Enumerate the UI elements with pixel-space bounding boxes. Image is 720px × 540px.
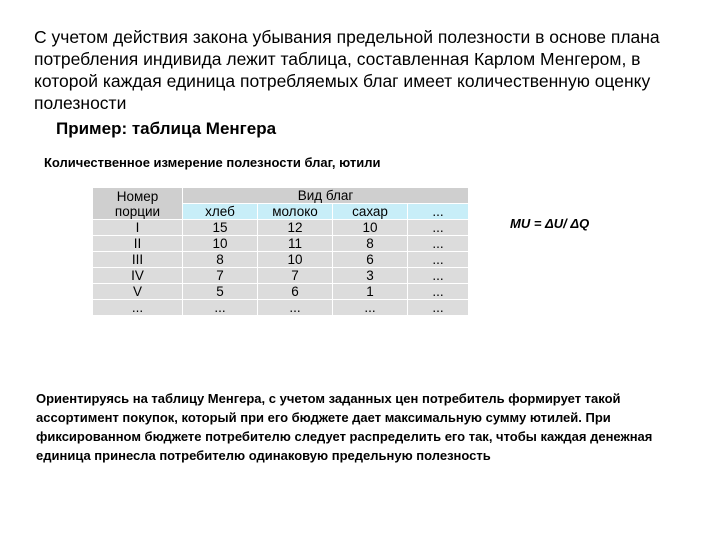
table-cell: ... [408, 236, 469, 252]
goods-more: ... [408, 204, 469, 220]
table-cell: 1 [333, 284, 408, 300]
header-goods-type: Вид благ [183, 188, 469, 204]
table-row [93, 300, 469, 316]
intro-paragraph: С учетом действия закона убывания предельной полезности в основе плана потребления индивида лежит таблица, составленная Карлом Менгером, в которой каждая единица потребляемых благ имеет количественную оценку полезности [34, 27, 660, 113]
goods-sugar: сахар [333, 204, 408, 220]
table-cell: ... [408, 220, 469, 236]
table-cell: ... [333, 300, 408, 316]
table-cell: 8 [333, 236, 408, 252]
goods-milk: молоко [258, 204, 333, 220]
menger-table [92, 187, 469, 316]
table-cell: I [93, 220, 183, 236]
table-cell: ... [408, 300, 469, 316]
table-cell: 15 [183, 220, 258, 236]
table-row [93, 268, 469, 284]
table-cell: II [93, 236, 183, 252]
table-cell: 11 [258, 236, 333, 252]
header-portion-number [93, 188, 183, 220]
table-cell: 7 [183, 268, 258, 284]
table-cell: ... [408, 252, 469, 268]
example-heading: Пример: таблица Менгера [56, 119, 277, 138]
table-cell: IV [93, 268, 183, 284]
table-cell: ... [93, 300, 183, 316]
table-cell: V [93, 284, 183, 300]
table-caption: Количественное измерение полезности благ, ютили [44, 155, 381, 170]
table-cell: ... [258, 300, 333, 316]
goods-bread: хлеб [183, 204, 258, 220]
table-cell: 6 [258, 284, 333, 300]
table-cell: 7 [258, 268, 333, 284]
header-portion-line1: Номер [116, 188, 159, 204]
table-cell: ... [408, 268, 469, 284]
header-portion-line2: порции [114, 203, 161, 219]
table-cell: 10 [333, 220, 408, 236]
table-row [93, 252, 469, 268]
table-row [93, 284, 469, 300]
conclusion-paragraph: Ориентируясь на таблицу Менгера, с учетом заданных цен потребитель формирует такой ассортимент покупок, который при его бюджете дает максимальную сумму ютилей. При фиксированном бюджете потребителю следует распределить его так, чтобы каждая денежная единица принесла потребителю одинаковую предельную полезность [36, 391, 653, 463]
table-cell: 10 [258, 252, 333, 268]
table-cell: 6 [333, 252, 408, 268]
table-cell: 10 [183, 236, 258, 252]
table-row [93, 220, 469, 236]
table-cell: ... [183, 300, 258, 316]
table-cell: 3 [333, 268, 408, 284]
marginal-utility-formula: MU = ΔU/ ΔQ [510, 216, 590, 231]
table-cell: 8 [183, 252, 258, 268]
table-header-row [93, 188, 469, 204]
table-cell: ... [408, 284, 469, 300]
table-cell: 5 [183, 284, 258, 300]
table-cell: 12 [258, 220, 333, 236]
table-cell: III [93, 252, 183, 268]
table-row [93, 236, 469, 252]
